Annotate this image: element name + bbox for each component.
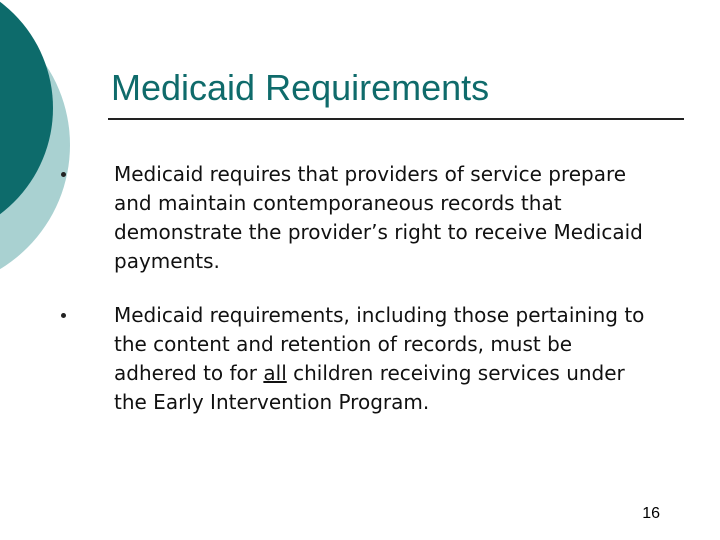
bullet-dot-icon: [61, 172, 66, 177]
bullet-text: Medicaid requires that providers of service prepare and maintain contemporaneous records that demonstrate the provider’s right to receive Medicaid payments.: [114, 162, 643, 273]
page-number: 16: [642, 505, 660, 522]
slide-title: Medicaid Requirements: [111, 67, 490, 108]
bullet-item: [60, 160, 660, 276]
bullet-text-part: children receiving services under the Early Intervention Program.: [114, 361, 625, 414]
bullet-text-part: Medicaid requirements, including those pertaining to the content and retention of records, must be adhered to for: [114, 303, 645, 385]
bullet-item: [60, 301, 660, 417]
bullet-list: [60, 160, 660, 442]
title-underline-rule: [108, 118, 684, 120]
underlined-word: all: [263, 361, 287, 385]
bullet-dot-icon: [61, 313, 66, 318]
